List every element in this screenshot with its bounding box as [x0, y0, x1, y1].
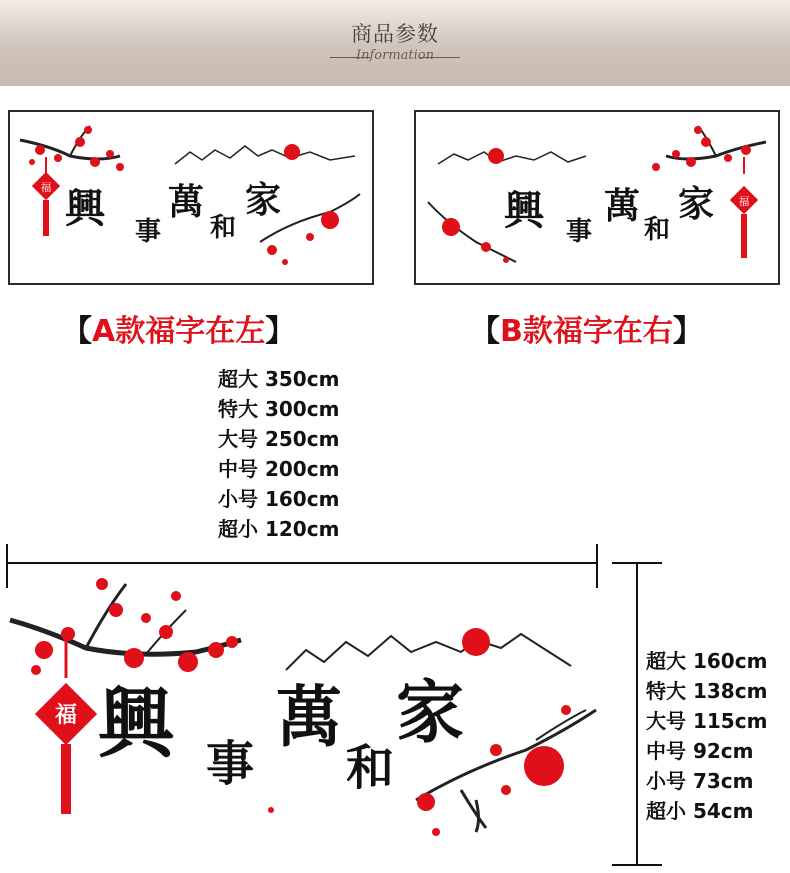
char-wan: 萬 — [276, 678, 342, 756]
char-jia: 家 — [396, 673, 465, 753]
char-xing: 興 — [98, 679, 174, 768]
height-size-item: 超大 160cm — [646, 649, 768, 673]
artwork-large — [6, 570, 606, 870]
height-bar — [636, 562, 638, 866]
height-size-item: 超小 54cm — [646, 799, 754, 823]
char-shi: 事 — [566, 217, 593, 247]
variant-b-label: 【B款福字在右】 — [470, 314, 703, 349]
char-jia: 家 — [245, 179, 282, 221]
height-size-item: 小号 73cm — [646, 769, 754, 793]
preview-a — [8, 110, 374, 285]
preview-b — [414, 110, 780, 285]
char-he: 和 — [346, 740, 395, 796]
height-size-item: 中号 92cm — [646, 739, 754, 763]
artwork-a — [10, 112, 372, 283]
char-he: 和 — [210, 213, 237, 243]
char-shi: 事 — [135, 217, 162, 247]
width-size-item: 中号 200cm — [218, 457, 340, 481]
variant-a-label: 【A款福字在左】 — [62, 314, 296, 349]
height-size-item: 大号 115cm — [646, 709, 768, 733]
width-size-item: 大号 250cm — [218, 427, 340, 451]
char-xing: 興 — [65, 185, 105, 232]
height-size-item: 特大 138cm — [646, 679, 768, 703]
char-jia: 家 — [678, 183, 715, 225]
width-size-item: 超大 350cm — [218, 367, 340, 391]
char-xing: 興 — [504, 187, 544, 234]
char-he: 和 — [644, 215, 671, 245]
char-wan: 萬 — [604, 185, 641, 227]
section-title: 商品参数 — [351, 22, 439, 46]
fu-symbol: 福 — [738, 195, 750, 208]
width-size-list — [218, 364, 339, 544]
char-shi: 事 — [206, 736, 255, 792]
fu-symbol: 福 — [54, 703, 78, 728]
section-subtitle: Information — [355, 48, 435, 63]
fu-symbol: 福 — [40, 181, 52, 194]
height-size-list — [646, 646, 767, 826]
width-size-item: 特大 300cm — [218, 397, 340, 421]
char-wan: 萬 — [168, 181, 205, 223]
width-size-item: 小号 160cm — [218, 487, 340, 511]
height-bar-bottom-cap — [612, 864, 662, 866]
artwork-b — [416, 112, 778, 283]
width-size-item: 超小 120cm — [218, 517, 340, 541]
width-bar — [6, 562, 598, 564]
